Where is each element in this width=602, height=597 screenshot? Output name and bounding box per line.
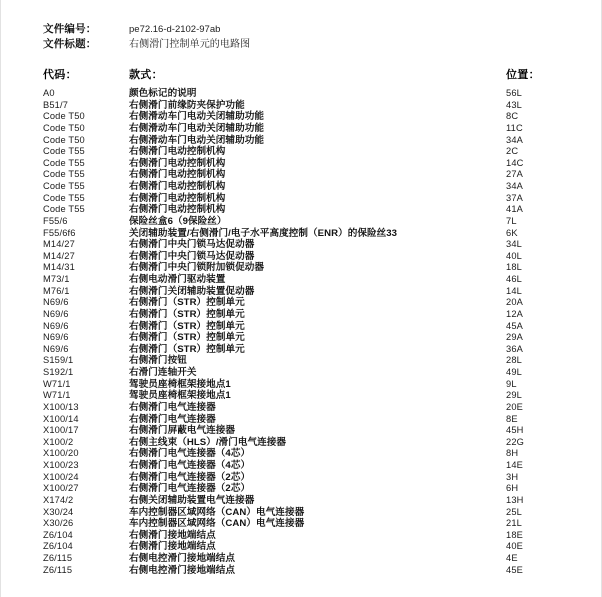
cell-position: 41A <box>506 204 523 215</box>
cell-position: 36A <box>506 343 523 354</box>
cell-description: 右侧滑门电气连接器 <box>129 401 216 413</box>
cell-position: 56L <box>506 88 522 98</box>
cell-position: 13H <box>506 494 524 505</box>
cell-code: X100/24 <box>43 471 79 482</box>
cell-position: 29L <box>506 390 522 401</box>
table-row <box>1 228 602 240</box>
cell-position: 28L <box>506 355 522 366</box>
table-row <box>1 367 602 379</box>
table-row <box>1 553 602 565</box>
meta-label: 文件标题： <box>43 38 97 50</box>
meta-row <box>43 37 563 52</box>
cell-description: 右侧滑门（STR）控制单元 <box>129 308 245 320</box>
table-row <box>1 297 602 309</box>
cell-position: 27A <box>506 169 523 180</box>
table-row <box>1 344 602 356</box>
table-row <box>1 309 602 321</box>
table-row <box>1 472 602 484</box>
cell-code: X174/2 <box>43 494 74 505</box>
cell-code: B51/7 <box>43 99 69 110</box>
cell-code: X30/26 <box>43 518 74 529</box>
cell-description: 右侧滑门中央门锁马达促动器 <box>129 239 255 251</box>
cell-code: Code T50 <box>43 122 85 133</box>
cell-position: 7L <box>506 215 517 226</box>
cell-code: M14/27 <box>43 239 75 250</box>
cell-description: 右侧滑动车门电动关闭辅助功能 <box>129 111 265 123</box>
table-row <box>1 204 602 216</box>
cell-position: 8C <box>506 111 519 122</box>
table-row <box>1 88 602 100</box>
table-row <box>1 158 602 170</box>
column-header-model: 款式： <box>129 69 163 81</box>
cell-description: 右侧滑门电动控制机构 <box>129 192 226 204</box>
cell-code: Z6/115 <box>43 553 73 563</box>
cell-position: 8H <box>506 448 519 459</box>
cell-description: 右侧滑门屏蔽电气连接器 <box>129 425 236 437</box>
table-row <box>1 274 602 286</box>
cell-position: 20E <box>506 401 523 412</box>
cell-position: 14L <box>506 285 522 296</box>
cell-description: 驾驶员座椅框架接地点1 <box>129 390 231 402</box>
column-header-position: 位置： <box>506 69 540 81</box>
table-row <box>1 146 602 158</box>
cell-description: 右侧关闭辅助装置电气连接器 <box>129 494 255 506</box>
table-header-row <box>1 66 602 88</box>
cell-code: Code T55 <box>43 169 85 180</box>
cell-description: 右侧滑门按钮 <box>129 355 187 367</box>
meta-value: 右侧滑门控制单元的电路图 <box>129 39 251 50</box>
cell-code: Code T50 <box>43 111 85 122</box>
table-row <box>1 332 602 344</box>
table-row <box>1 530 602 542</box>
cell-code: N69/6 <box>43 332 69 343</box>
table-row <box>1 262 602 274</box>
cell-description: 右侧滑门电动控制机构 <box>129 157 226 169</box>
table-row <box>1 379 602 391</box>
cell-description: 右侧滑门电气连接器（2芯） <box>129 483 251 495</box>
cell-position: 6K <box>506 227 518 238</box>
meta-row <box>43 22 563 37</box>
meta-value: pe72.16-d-2102-97ab <box>129 24 221 35</box>
cell-code: Z6/115 <box>43 564 73 575</box>
table-body <box>1 88 602 576</box>
cell-code: S159/1 <box>43 355 74 366</box>
column-header-code: 代码： <box>43 69 77 81</box>
cell-description: 右侧滑门（STR）控制单元 <box>129 320 245 332</box>
cell-position: 6H <box>506 483 519 494</box>
table-row <box>1 565 602 577</box>
cell-position: 11C <box>506 122 523 133</box>
cell-position: 29A <box>506 332 523 343</box>
cell-description: 右侧滑门关闭辅助装置促动器 <box>129 285 255 297</box>
table-row <box>1 123 602 135</box>
table-row <box>1 390 602 402</box>
cell-description: 右侧滑门（STR）控制单元 <box>129 332 245 344</box>
cell-position: 18L <box>506 262 522 273</box>
cell-position: 21L <box>506 518 522 529</box>
table-row <box>1 448 602 460</box>
table-row <box>1 495 602 507</box>
cell-description: 右侧滑门电动控制机构 <box>129 146 226 158</box>
table-row <box>1 518 602 530</box>
cell-code: Code T55 <box>43 146 85 157</box>
table-row <box>1 193 602 205</box>
cell-position: 12A <box>506 308 523 319</box>
cell-code: W71/1 <box>43 378 71 389</box>
cell-description: 右侧滑门电气连接器（4芯） <box>129 460 251 471</box>
cell-description: 右侧滑门电动控制机构 <box>129 204 226 216</box>
cell-position: 45E <box>506 564 523 575</box>
cell-description: 右侧滑门（STR）控制单元 <box>129 297 245 309</box>
cell-code: Code T55 <box>43 192 85 203</box>
cell-position: 8E <box>506 413 518 424</box>
cell-description: 右侧滑门电气连接器（4芯） <box>129 448 251 460</box>
table-row <box>1 181 602 193</box>
component-table <box>1 66 602 576</box>
cell-description: 右侧滑门电气连接器（2芯） <box>129 471 251 483</box>
table-row <box>1 100 602 112</box>
cell-position: 34L <box>506 239 522 250</box>
table-row <box>1 425 602 437</box>
cell-description: 右侧滑门中央门锁附加锁促动器 <box>129 262 265 274</box>
table-row <box>1 483 602 495</box>
cell-description: 颜色标记的说明 <box>129 88 197 99</box>
cell-code: X30/24 <box>43 506 74 517</box>
table-row <box>1 286 602 298</box>
cell-code: M76/1 <box>43 285 70 296</box>
table-row <box>1 321 602 333</box>
cell-position: 22G <box>506 436 525 447</box>
table-row <box>1 402 602 414</box>
cell-code: X100/23 <box>43 460 79 470</box>
cell-position: 40L <box>506 250 522 261</box>
cell-code: N69/6 <box>43 308 69 319</box>
cell-position: 37A <box>506 192 523 203</box>
table-row <box>1 437 602 449</box>
cell-position: 46L <box>506 274 522 284</box>
cell-description: 右侧滑动车门电动关闭辅助功能 <box>129 122 265 134</box>
cell-description: 右侧滑门（STR）控制单元 <box>129 343 245 355</box>
cell-position: 43L <box>506 99 522 110</box>
cell-description: 右侧电控滑门接地端结点 <box>129 553 236 564</box>
cell-position: 34A <box>506 134 523 145</box>
cell-description: 右侧滑门中央门锁马达促动器 <box>129 250 255 262</box>
cell-description: 右侧滑门电气连接器 <box>129 413 216 425</box>
table-row <box>1 355 602 367</box>
meta-label: 文件编号： <box>43 23 97 35</box>
cell-code: Z6/104 <box>43 529 73 540</box>
cell-position: 3H <box>506 471 519 482</box>
cell-code: X100/17 <box>43 425 79 436</box>
cell-position: 40E <box>506 541 523 552</box>
cell-description: 右侧滑门电动控制机构 <box>129 169 226 181</box>
cell-code: X100/14 <box>43 413 79 424</box>
cell-position: 49L <box>506 367 522 377</box>
cell-code: Code T55 <box>43 204 85 215</box>
cell-code: Code T50 <box>43 134 85 145</box>
cell-description: 关闭辅助装置/右侧滑门/电子水平高度控制（ENR）的保险丝33 <box>129 227 398 239</box>
cell-position: 45A <box>506 320 523 331</box>
cell-code: X100/27 <box>43 483 79 494</box>
cell-description: 车内控制器区域网络（CAN）电气连接器 <box>129 506 305 518</box>
document-meta <box>43 22 563 52</box>
cell-code: F55/6f6 <box>43 227 76 238</box>
cell-code: A0 <box>43 88 55 98</box>
cell-code: X100/2 <box>43 436 74 447</box>
table-row <box>1 135 602 147</box>
table-row <box>1 111 602 123</box>
cell-code: Code T55 <box>43 181 85 191</box>
cell-description: 右侧电动滑门驱动装置 <box>129 274 226 285</box>
cell-code: M14/27 <box>43 250 75 261</box>
table-row <box>1 216 602 228</box>
cell-position: 20A <box>506 297 523 308</box>
table-row <box>1 541 602 553</box>
cell-description: 右侧滑动车门电动关闭辅助功能 <box>129 134 265 146</box>
cell-code: N69/6 <box>43 343 69 354</box>
cell-code: Z6/104 <box>43 541 73 552</box>
cell-code: M14/31 <box>43 262 75 273</box>
cell-description: 右侧电控滑门接地端结点 <box>129 564 236 576</box>
cell-code: Code T55 <box>43 157 85 168</box>
table-row <box>1 414 602 426</box>
cell-position: 25L <box>506 506 522 517</box>
cell-position: 14E <box>506 460 523 470</box>
cell-description: 驾驶员座椅框架接地点1 <box>129 378 231 390</box>
cell-description: 右侧滑门电动控制机构 <box>129 181 226 192</box>
cell-position: 4E <box>506 553 518 563</box>
cell-position: 45H <box>506 425 524 436</box>
cell-description: 车内控制器区域网络（CAN）电气连接器 <box>129 518 305 530</box>
cell-code: F55/6 <box>43 215 68 226</box>
table-row <box>1 507 602 519</box>
table-row <box>1 251 602 263</box>
cell-description: 右侧滑门接地端结点 <box>129 541 216 553</box>
cell-position: 2C <box>506 146 519 157</box>
cell-position: 34A <box>506 181 523 191</box>
cell-code: N69/6 <box>43 320 69 331</box>
table-row <box>1 169 602 181</box>
table-row <box>1 239 602 251</box>
cell-code: W71/1 <box>43 390 71 401</box>
cell-code: X100/20 <box>43 448 79 459</box>
cell-position: 18E <box>506 529 523 540</box>
cell-description: 右侧主线束（HLS）/滑门电气连接器 <box>129 436 287 448</box>
cell-code: N69/6 <box>43 297 69 308</box>
cell-description: 右侧滑门接地端结点 <box>129 529 216 541</box>
cell-code: X100/13 <box>43 401 79 412</box>
cell-description: 右侧滑门前缘防夹保护功能 <box>129 99 245 111</box>
cell-description: 保险丝盒6（9保险丝） <box>129 215 227 227</box>
cell-position: 14C <box>506 157 524 168</box>
cell-code: M73/1 <box>43 274 70 284</box>
cell-description: 右滑门连轴开关 <box>129 367 197 378</box>
cell-code: S192/1 <box>43 367 74 377</box>
table-row <box>1 460 602 472</box>
cell-position: 9L <box>506 378 517 389</box>
